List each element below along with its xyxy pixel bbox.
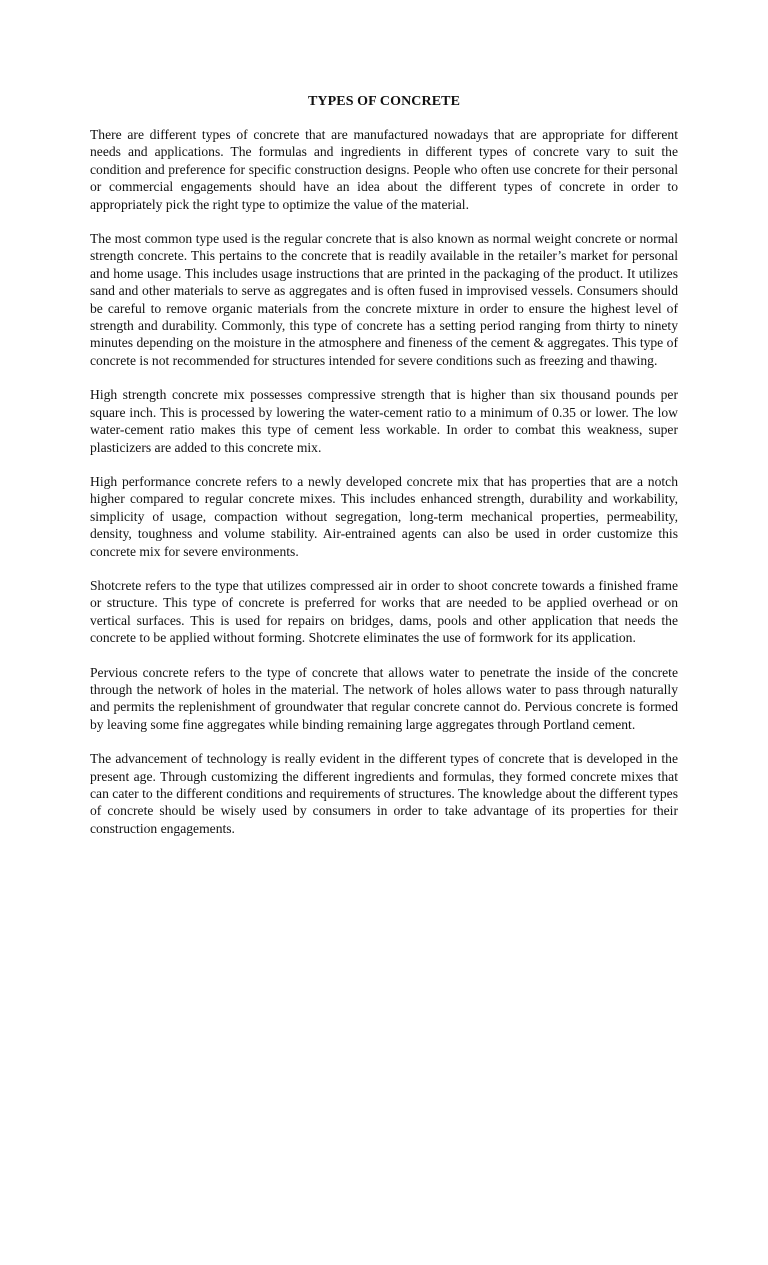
document-title: TYPES OF CONCRETE — [307, 94, 461, 109]
paragraph-intro: There are different types of concrete that are manufactured nowadays that are appropriate for different needs and applications. The formulas and ingredients in different types of concrete vary to suit the condition and preference for specific construction designs. People who often use concrete for their personal or commercial engagements should have an idea about the different types of concrete in order to appropriately pick the right type to optimize the value of the material. — [90, 127, 678, 212]
paragraph-shotcrete: Shotcrete refers to the type that utilizes compressed air in order to shoot concrete towards a finished frame or structure. This type of concrete is preferred for works that are needed to be applied overhead or on vertical surfaces. This is used for repairs on bridges, dams, pools and other application that needs the concrete to be applied without forming. Shotcrete eliminates the use of formwork for its application. — [90, 577, 678, 646]
document-body — [90, 92, 678, 854]
paragraph-pervious-concrete: Pervious concrete refers to the type of concrete that allows water to penetrate the inside of the concrete through the network of holes in the material. The network of holes allows water to pass through naturally and permits the replenishment of groundwater that regular concrete cannot do. Pervious concrete is formed by leaving some fine aggregates while binding remaining large aggregates through Portland cement. — [90, 664, 678, 732]
paragraph-high-strength-concrete: High strength concrete mix possesses compressive strength that is higher than six thousand pounds per square inch. This is processed by lowering the water-cement ratio to a minimum of 0.35 or lower. The low water-cement ratio makes this type of cement less workable. In order to combat this weakness, super plasticizers are added to this concrete mix. — [90, 387, 678, 455]
paragraph-conclusion: The advancement of technology is really evident in the different types of concrete that is developed in the present age. Through customizing the different ingredients and formulas, they formed concrete mixes that can cater to the different conditions and requirements of structures. The knowledge about the different types of concrete should be wisely used by consumers in order to take advantage of its properties for their construction engagements. — [90, 751, 678, 836]
paragraph-regular-concrete: The most common type used is the regular concrete that is also known as normal weight concrete or normal strength concrete. This pertains to the concrete that is readily available in the retailer’s market for personal and home usage. This includes usage instructions that are printed in the packaging of the product. It utilizes sand and other materials to serve as aggregates and is often fused in improvised vessels. Consumers should be careful to remove organic materials from the concrete mixture in order to ensure the highest level of strength and durability. Commonly, this type of concrete has a setting period ranging from thirty to ninety minutes depending on the moisture in the atmosphere and fineness of the cement & aggregates. This type of concrete is not recommended for structures intended for severe conditions such as freezing and thawing. — [90, 231, 678, 368]
paragraph-high-performance-concrete: High performance concrete refers to a newly developed concrete mix that has properties that are a notch higher compared to regular concrete mixes. This includes enhanced strength, durability and workability, simplicity of usage, compaction without segregation, long-term mechanical properties, permeability, density, toughness and volume stability. Air-entrained agents can also be used in order customize this concrete mix for severe environments. — [90, 473, 678, 559]
